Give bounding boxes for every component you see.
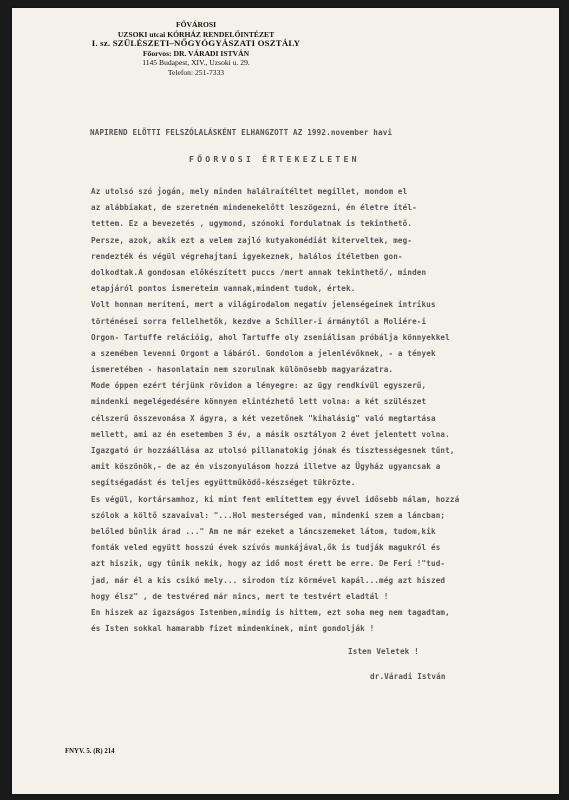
body-line: En hiszek az igazságos Istenben,mindig is hittem, ezt soha meg nem tagadtam, <box>91 607 450 617</box>
body-line: jad, már él a kis csikó mely... sirodon tíz körmével kapál...még azt hiszed <box>91 575 446 585</box>
body-line: tettem. Ez a bevezetés , ugymond, szónoki fordulatnak is tekinthető. <box>91 219 413 229</box>
body-line: történései sorra fellelhetők, kezdve a Schiller-i ármánytól a Moliére-i <box>91 316 427 326</box>
body-line: hogy élsz" , de testvéred már nincs, mert te testvért eladtál ! <box>91 591 389 601</box>
body-line: amit köszönök,- de az én viszonyulásom hozzá illetve az Ügyház ugyancsak a <box>91 462 441 472</box>
body-text <box>91 184 561 637</box>
letterhead <box>76 20 316 77</box>
letterhead-phone: Telefon: 251-7333 <box>167 67 225 77</box>
letterhead-department: I. sz. SZÜLÉSZETI–NŐGYÓGYÁSZATI OSZTÁLY <box>91 38 301 48</box>
form-number: FNYV. 5. (R) 214 <box>65 748 115 755</box>
body-line: célszerű összevonása X ágyra, a két vezetőnek "kihalásig" való megtartása <box>91 413 436 423</box>
letterhead-line: FŐVÁROSI <box>175 20 217 29</box>
body-line: Orgon- Tartuffe relációig, ahol Tartuffe oly zseniálisan próbálja könnyekkel <box>91 332 450 342</box>
body-line: a szemében levenni Orgont a lábáról. Gondolom a jelenlévőknek, - a tények <box>91 348 436 358</box>
body-line: belőled bűnlik árad ..." Am ne már ezeket a láncszemeket látom, tudom,kik <box>91 526 436 536</box>
letterhead-address: 1145 Budapest, XIV., Uzsoki u. 29. <box>142 58 250 67</box>
body-line: segítségadást és teljes együttműködő-készséget tükrözte. <box>91 478 356 488</box>
body-line: rendezték és végül végrehajtani igyekeznek, halálos ítéletben gon- <box>91 251 403 261</box>
body-line: az alábbiakat, de szeretném mindenekelőtt leszögezni, én életre ítél- <box>91 203 417 213</box>
body-line: etapjáról pontos ismereteim vannak,mindent tudok, értek. <box>91 284 356 294</box>
body-line: ismeretében - hasonlatain nem szorulnak különösebb magyarázatra. <box>91 365 394 375</box>
body-line: Az utolsó szó jogán, mely minden halálraítéltet megillet, mondom el <box>91 187 408 196</box>
signature: dr.Váradi István <box>370 672 446 681</box>
closing-line: Isten Veletek ! <box>348 647 419 656</box>
body-line: dolkodtak.A gondosan előkészített puccs /mert annak tekinthető/, minden <box>91 267 427 277</box>
body-line: Persze, azok, akik ezt a velem zajló kutyakomédiát kiterveltek, meg- <box>91 235 413 245</box>
body-line: fonták veled együtt hosszú évek szívós munkájával,ők is tudják magukról és <box>91 543 441 553</box>
document-page <box>12 8 559 794</box>
body-line: Igazgató úr hozzáállása az utolsó pillanatokig jónak és tisztességesnek tűnt, <box>91 446 455 455</box>
body-line: Volt honnan meríteni, mert a világirodalom negatív jelenségeinek intrikus <box>91 300 436 310</box>
body-line: szólok a költő szavaival: "...Hol mesterséged van, mindenki szem a láncban; <box>91 510 446 520</box>
body-line: mellett, ami az én esetemben 3 év, a másik osztályon 2 évet jelentett volna. <box>91 429 450 439</box>
body-line: Es végül, kortársamhoz, ki mint fent említettem egy évvel idősebb nálam, hozzá <box>91 494 460 504</box>
body-line: Mode óppen ezért térjünk rövidon a lényegre: az ügy rendkívül egyszerű, <box>91 381 427 391</box>
body-line: mindenki megelégedésére könnyen elintézhető lett volna: a két szülészet <box>91 397 427 407</box>
body-line: azt hiszik, ugy tűnik nekik, hogy az idő most érett be erre. De Feri !"tud- <box>91 559 446 569</box>
body-line: és Isten sokkal hamarabb fizet mindenkinek, mint gondolják ! <box>91 624 375 634</box>
heading-line-1: NAPIREND ELŐTTI FELSZÓLALÁSKÉNT ELHANGZOTT AZ 1992.november havi <box>90 128 393 137</box>
letterhead-head-physician: Főorvos: DR. VÁRADI ISTVÁN <box>142 48 250 58</box>
letterhead-line: UZSOKI utcai KÓRHÁZ RENDELŐINTÉZET <box>117 29 275 39</box>
heading-line-2: FŐORVOSI ÉRTEKEZLETEN <box>189 154 360 164</box>
